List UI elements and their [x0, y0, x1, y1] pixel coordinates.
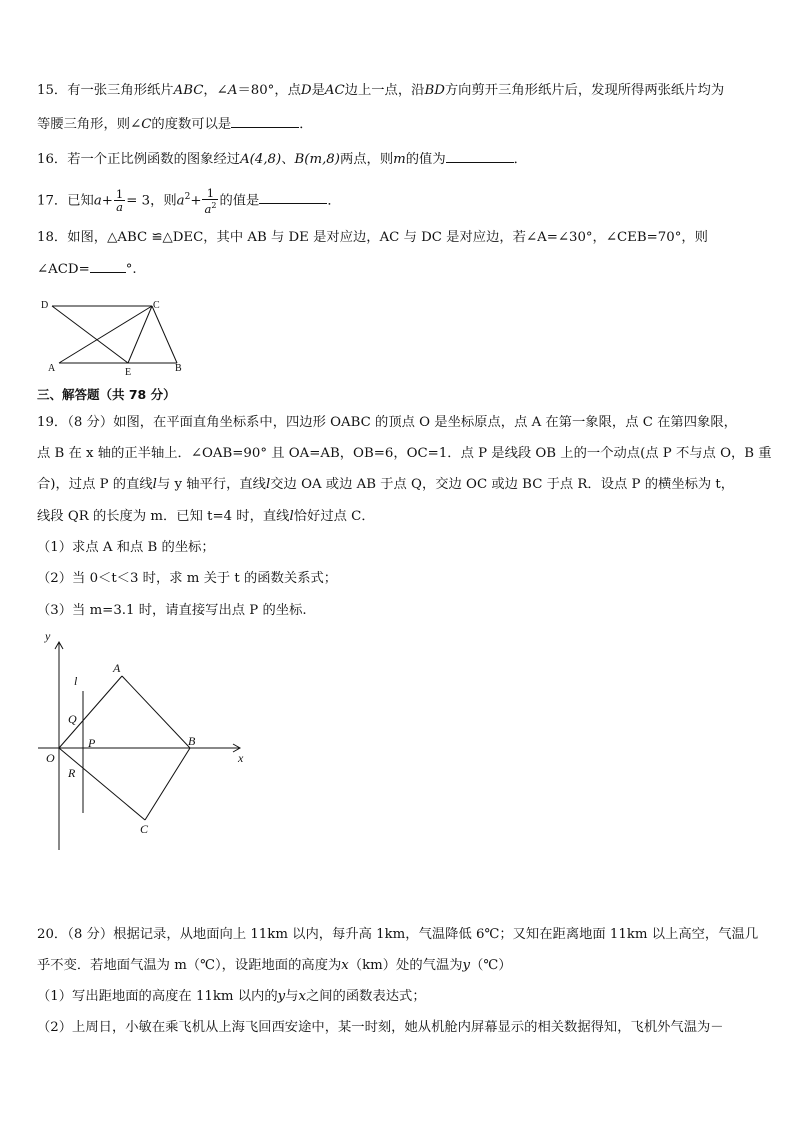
seg-AC: [59, 306, 152, 363]
label-B: B: [188, 734, 196, 748]
q20-sub2: （2）上周日，小敏在乘飞机从上海飞回西安途中，某一时刻，她从机舱内屏幕显示的相关数据得知，飞机外气温为－: [37, 1020, 724, 1035]
q18-line1: 18．如图，△ABC ≌△DEC，其中 AB 与 DE 是对应边，AC 与 DC 是对应边，若∠A=∠30°，∠CEB=70°，则: [37, 230, 708, 245]
answer-blank-17[interactable]: [259, 190, 327, 204]
q19-line2: 点 B 在 x 轴的正半轴上．∠OAB=90° 且 OA=AB，OB=6，OC=1．点 P 是线段 OB 上的一个动点(点 P 不与点 O，B 重: [37, 446, 772, 461]
label-E: E: [125, 367, 132, 378]
label-Q: Q: [68, 712, 77, 726]
q15-line2: 等腰三角形，则∠C的度数可以是 ．: [37, 114, 313, 134]
q19-sub2: （2）当 0＜t＜3 时，求 m 关于 t 的函数关系式；: [37, 571, 338, 586]
q20-sub1: （1）写出距地面的高度在 11km 以内的y与x之间的函数表达式；: [37, 989, 426, 1004]
label-R: R: [68, 766, 76, 780]
q20-line1: 20．（8 分）根据记录，从地面向上 11km 以内，每升高 1km，气温降低 6℃；又知在距离地面 11km 以上高空，气温几: [37, 927, 759, 942]
figure-q19: [30, 628, 260, 853]
q19-sub1: （1）求点 A 和点 B 的坐标；: [37, 540, 215, 555]
seg-AB: [122, 676, 190, 748]
label-O: O: [46, 751, 55, 765]
seg-OC: [59, 748, 145, 820]
label-A: A: [113, 661, 121, 675]
q19-line3: 合)，过点 P 的直线l与 y 轴平行，直线l交边 OA 或边 AB 于点 Q，交边 OC 或边 BC 于点 R．设点 P 的横坐标为 t，: [37, 477, 735, 492]
q18-line2: ∠ACD= °.: [37, 259, 137, 279]
q19-line4: 线段 QR 的长度为 m．已知 t=4 时，直线l恰好过点 C．: [37, 509, 375, 524]
q17-line: 17．已知a+ $\frac{1}{a}$ = 3，则$a^2+$ $\frac{1}{a^2}$ 的值是 ．: [37, 186, 341, 216]
seg-DE: [52, 306, 128, 363]
label-y: y: [45, 629, 51, 643]
q16-line: 16．若一个正比例函数的图象经过A(4,8)、B(m,8)两点，则m的值为 ．: [37, 149, 527, 169]
figure-q18: [30, 292, 200, 378]
q19-sub3: （3）当 m=3.1 时，请直接写出点 P 的坐标.: [37, 603, 307, 618]
label-l: l: [74, 674, 78, 688]
label-C: C: [153, 300, 160, 311]
seg-BC: [145, 748, 190, 820]
seg-BC: [152, 306, 177, 363]
answer-blank-18[interactable]: [90, 259, 126, 273]
section-heading: 三、解答题（共 78 分）: [37, 387, 176, 402]
label-P: P: [88, 736, 96, 750]
q19-line1: 19．（8 分）如图，在平面直角坐标系中，四边形 OABC 的顶点 O 是坐标原点，点 A 在第一象限，点 C 在第四象限，: [37, 415, 737, 430]
answer-blank-15[interactable]: [231, 114, 299, 128]
seg-EC: [128, 306, 152, 363]
q20-line2: 乎不变．若地面气温为 m（℃），设距地面的高度为x（km）处的气温为y（℃）: [37, 958, 512, 973]
answer-blank-16[interactable]: [446, 149, 514, 163]
label-D: D: [41, 300, 49, 311]
label-x: x: [238, 751, 244, 765]
q15-line1: 15．有一张三角形纸片ABC，∠A＝80°，点D是AC边上一点，沿BD方向剪开三角形纸片后，发现所得两张纸片均为: [37, 83, 725, 98]
label-B: B: [175, 363, 182, 374]
fraction-1-over-a: $\frac{1}{a}$: [115, 187, 124, 215]
fraction-1-over-a2: $\frac{1}{a^2}$: [204, 186, 217, 216]
label-A: A: [48, 363, 56, 374]
label-C: C: [140, 822, 149, 836]
